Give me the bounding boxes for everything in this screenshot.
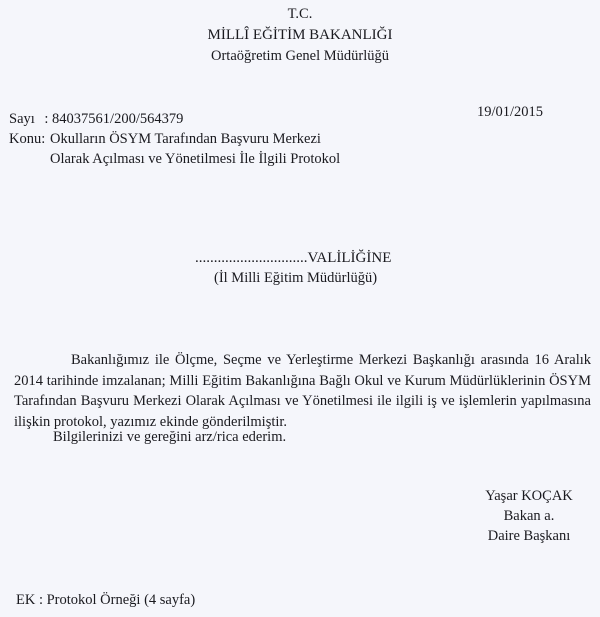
signatory-role-2: Daire Başkanı: [487, 528, 571, 544]
body-paragraph-2: Bilgilerinizi ve gereğini arz/rica ederim.: [53, 429, 287, 445]
sayi-row: [9, 111, 183, 128]
signatory-role-1: Bakan a.: [503, 508, 555, 524]
signature-block: [470, 486, 588, 546]
recipient-line-1: ..............................VALİLİĞİNE: [195, 250, 392, 266]
konu-line-2: Olarak Açılması ve Yönetilmesi İle İlgili Protokol: [50, 151, 341, 167]
header-ministry: MİLLÎ EĞİTİM BAKANLIĞI: [207, 27, 393, 43]
document-date: 19/01/2015: [477, 104, 544, 120]
header-directorate: Ortaöğretim Genel Müdürlüğü: [211, 48, 389, 64]
konu-line-1: Okulların ÖSYM Tarafından Başvuru Merkezi: [50, 131, 321, 147]
attachment-note: EK : Protokol Örneği (4 sayfa): [16, 592, 196, 608]
sayi-value: : 84037561/200/564379: [44, 111, 184, 127]
signatory-name: Yaşar KOÇAK: [485, 488, 573, 504]
header-country: T.C.: [287, 6, 313, 22]
konu-label: Konu:: [9, 131, 46, 147]
recipient-line-2: (İl Milli Eğitim Müdürlüğü): [214, 270, 378, 286]
sayi-label: Sayı: [9, 111, 35, 127]
body-paragraph-1-text: Bakanlığımız ile Ölçme, Seçme ve Yerleştirme Merkezi Başkanlığı arasında 16 Aralık 2014 tarihinde imzalanan; Milli Eğitim Bakanlığına Bağlı Okul ve Kurum Müdürlüklerinin ÖSYM Tarafından Başvuru Merkezi Olarak Açılması ve Yönetilmesi ile ilgili iş ve işlemlerin yapılmasına ilişkin protokol, yazımız ekinde gönderilmiştir.: [14, 352, 591, 430]
body-paragraph-1: [14, 350, 591, 432]
